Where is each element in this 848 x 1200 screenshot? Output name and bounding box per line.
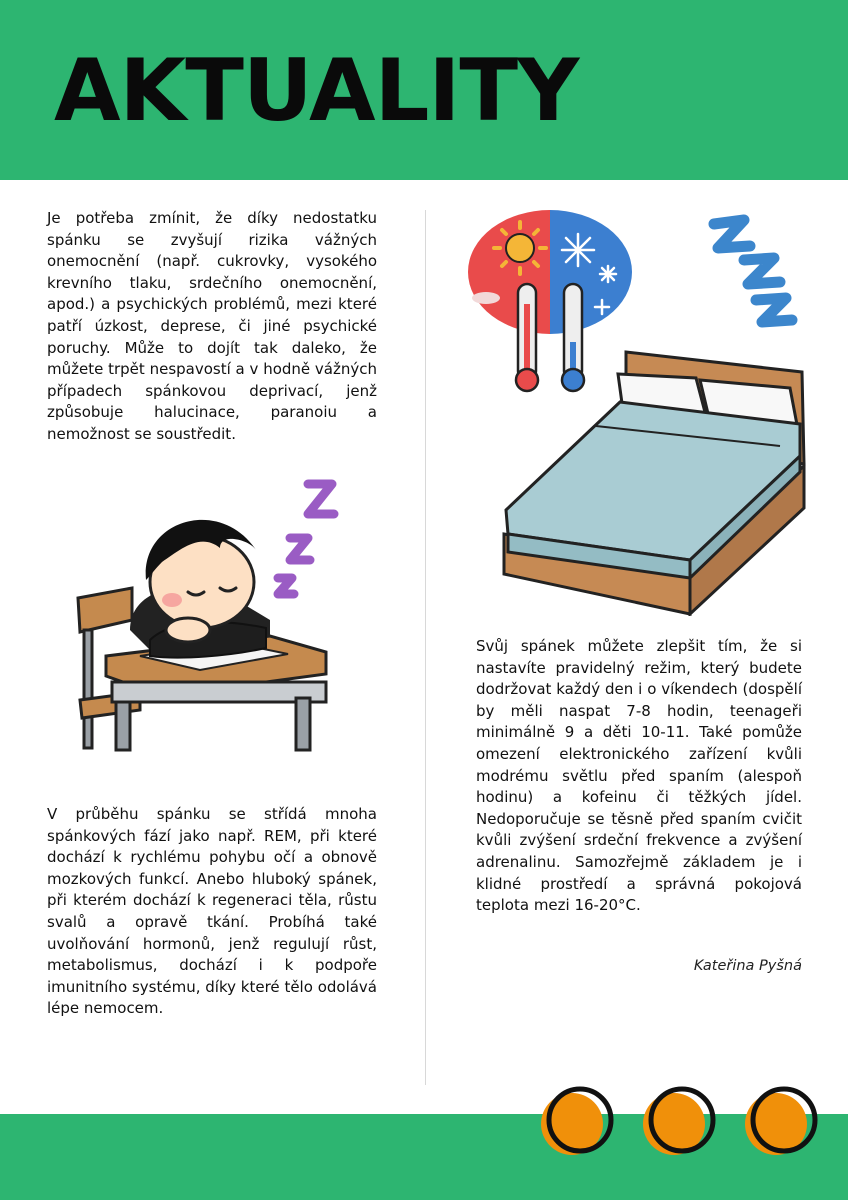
sleeping-student-illustration <box>70 470 350 760</box>
page-title: AKTUALITY <box>54 41 579 141</box>
author-name: Kateřina Pyšná <box>693 958 802 974</box>
article-paragraph-1: Je potřeba zmínit, že díky nedostatku spánku se zvyšují rizika vážných onemocnění (např. cukrovky, vysokého krevního tlaku, srdečního onemocnění, apod.) a psychických problémů, mezi které patří úzkost, deprese, či jiné psychické poruchy. Může to dojít tak daleko, že můžete trpět nespavostí a v hodně vážných případech spánkovou deprivací, jenž způsobuje halucinace, paranoiu a nemožnost se soustředit. <box>47 209 377 443</box>
zzz-purple-icon <box>278 484 334 594</box>
zzz-blue-icon <box>700 210 810 338</box>
column-divider <box>425 210 426 1085</box>
decorative-circles <box>536 1080 826 1160</box>
sun-icon <box>494 222 546 274</box>
article-paragraph-2: V průběhu spánku se střídá mnoha spánkových fází jako např. REM, při které dochází k rychlému pohybu očí a obnově mozkových funkcí. Anebo hluboký spánek, při kterém dochází k regeneraci těla, růstu svalů a opravě tkání. Probíhá také uvolňování hormonů, jenž regulují růst, metabolismus, dochází i k podpoře imunitního systému, díky které tělo odolává lépe nemocem. <box>47 805 377 1018</box>
header-banner <box>0 0 848 180</box>
article-paragraph-3: Svůj spánek můžete zlepšit tím, že si nastavíte pravidelný režim, který budete dodržovat každý den i o víkendech (dospělí by měli naspat 7-8 hodin, teenageři minimálně 9 a děti 10-11. Také pomůže omezení elektronického zařízení kvůli modrému světlu před spaním (alespoň hodinu) a kofeinu či těžkých jídel. Nedoporučuje se těsně před spaním cvičit kvůli zvýšení srdeční frekvence a zvýšení adrenalinu. Samozřejmě základem je i klidné prostředí a správná pokojová teplota mezi 16-20°C. <box>476 637 802 915</box>
bed-illustration <box>500 338 810 616</box>
